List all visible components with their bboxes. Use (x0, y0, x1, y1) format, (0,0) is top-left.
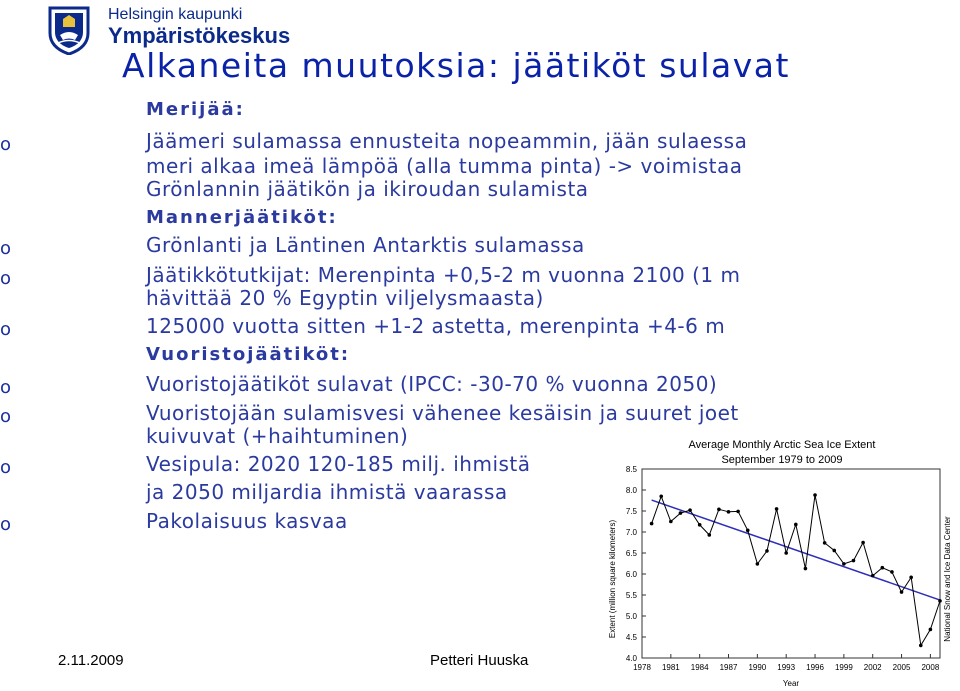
bullet-marker: o (0, 406, 12, 427)
text-line: kuivuvat (+haihtuminen) (146, 424, 409, 448)
data-point (698, 523, 702, 527)
bullet-marker: o (0, 268, 12, 289)
text-line: Grönlanti ja Läntinen Antarktis sulamassa (146, 233, 585, 257)
chart-subtitle: September 1979 to 2009 (721, 454, 843, 466)
text-line: Vesipula: 2020 120-185 milj. ihmistä (146, 452, 531, 476)
x-tick-label: 1999 (834, 663, 853, 672)
data-point (823, 541, 827, 545)
data-point (736, 510, 740, 514)
chart-background (605, 431, 960, 691)
source-label: National Snow and Ice Data Center (943, 516, 952, 642)
y-axis-label: Extent (million square kilometers) (608, 519, 617, 639)
bullet-marker: o (0, 514, 12, 535)
data-point (871, 574, 875, 578)
data-point (890, 570, 894, 574)
y-tick-label: 7.0 (625, 528, 637, 537)
data-point (746, 529, 750, 533)
text-line: Jäätikkötutkijat: Merenpinta +0,5-2 m vuonna 2100 (1 m (146, 263, 741, 287)
data-point (784, 551, 788, 555)
text-line: Grönlannin jäätikön ja ikiroudan sulamista (146, 177, 589, 201)
x-tick-label: 1978 (633, 663, 651, 672)
x-tick-label: 2008 (921, 663, 940, 672)
y-tick-label: 7.5 (625, 507, 637, 516)
data-point (919, 644, 923, 648)
footer-author: Petteri Huuska (430, 652, 529, 669)
data-point (650, 522, 654, 526)
data-point (775, 507, 779, 511)
page-title: Alkaneita muutoksia: jäätiköt sulavat (122, 46, 790, 85)
y-tick-label: 5.0 (625, 612, 637, 621)
x-tick-label: 1984 (690, 663, 709, 672)
sea-ice-chart (605, 431, 960, 691)
data-point (842, 562, 846, 566)
chart-svg (605, 431, 960, 691)
text-line: meri alkaa imeä lämpöä (alla tumma pinta) -> voimistaa (146, 154, 743, 178)
data-point (659, 495, 663, 499)
data-point (794, 523, 798, 527)
text-line: ja 2050 miljardia ihmistä vaarassa (146, 480, 508, 504)
x-tick-label: 1990 (748, 663, 767, 672)
data-point (832, 549, 836, 553)
data-point (909, 576, 913, 580)
x-tick-label: 1981 (661, 663, 680, 672)
heading-merijaa: Merijää: (146, 99, 245, 120)
x-tick-label: 1993 (777, 663, 796, 672)
y-tick-label: 4.5 (625, 633, 637, 642)
bullet-marker: o (0, 457, 12, 478)
x-tick-label: 1996 (806, 663, 824, 672)
y-tick-label: 4.0 (625, 654, 637, 663)
data-point (669, 520, 673, 524)
data-point (938, 599, 942, 603)
text-line: hävittää 20 % Egyptin viljelysmaasta) (146, 286, 544, 310)
x-tick-label: 1987 (719, 663, 738, 672)
data-point (852, 559, 856, 563)
data-point (804, 567, 808, 571)
data-point (929, 628, 933, 632)
data-point (688, 508, 692, 512)
bullet-marker: o (0, 377, 12, 398)
data-point (727, 510, 731, 514)
text-line: Vuoristojään sulamisvesi vähenee kesäisin ja suuret joet (146, 401, 739, 425)
data-point (861, 541, 865, 545)
y-tick-label: 8.5 (625, 465, 637, 474)
text-line: Vuoristojäätiköt sulavat (IPCC: -30-70 % vuonna 2050) (146, 372, 718, 396)
bullet-marker: o (0, 238, 12, 259)
bullet-marker: o (0, 319, 12, 340)
data-point (679, 511, 683, 515)
heading-vuoristojaatikot: Vuoristojäätiköt: (146, 344, 351, 365)
y-tick-label: 6.5 (625, 549, 637, 558)
text-line: Pakolaisuus kasvaa (146, 509, 348, 533)
data-point (756, 562, 760, 566)
y-tick-label: 6.0 (625, 570, 637, 579)
data-point (707, 533, 711, 537)
logo-department-name: Ympäristökeskus (108, 23, 291, 48)
data-point (765, 549, 769, 553)
footer-date: 2.11.2009 (58, 652, 124, 669)
x-axis-label: Year (782, 679, 800, 688)
x-tick-label: 2002 (863, 663, 882, 672)
x-tick-label: 2005 (892, 663, 911, 672)
text-line: 125000 vuotta sitten +1-2 astetta, merenpinta +4-6 m (146, 314, 726, 338)
y-tick-label: 8.0 (625, 486, 637, 495)
bullet-marker: o (0, 134, 12, 155)
text-line: Jäämeri sulamassa ennusteita nopeammin, jään sulaessa (146, 129, 748, 153)
data-point (813, 493, 817, 497)
heading-mannerjaatikot: Mannerjäätiköt: (146, 207, 338, 228)
chart-title: Average Monthly Arctic Sea Ice Extent (688, 439, 876, 451)
data-point (900, 590, 904, 594)
data-point (881, 566, 885, 570)
logo-city-name: Helsingin kaupunki (108, 6, 243, 23)
y-tick-label: 5.5 (625, 591, 637, 600)
data-point (717, 508, 721, 512)
